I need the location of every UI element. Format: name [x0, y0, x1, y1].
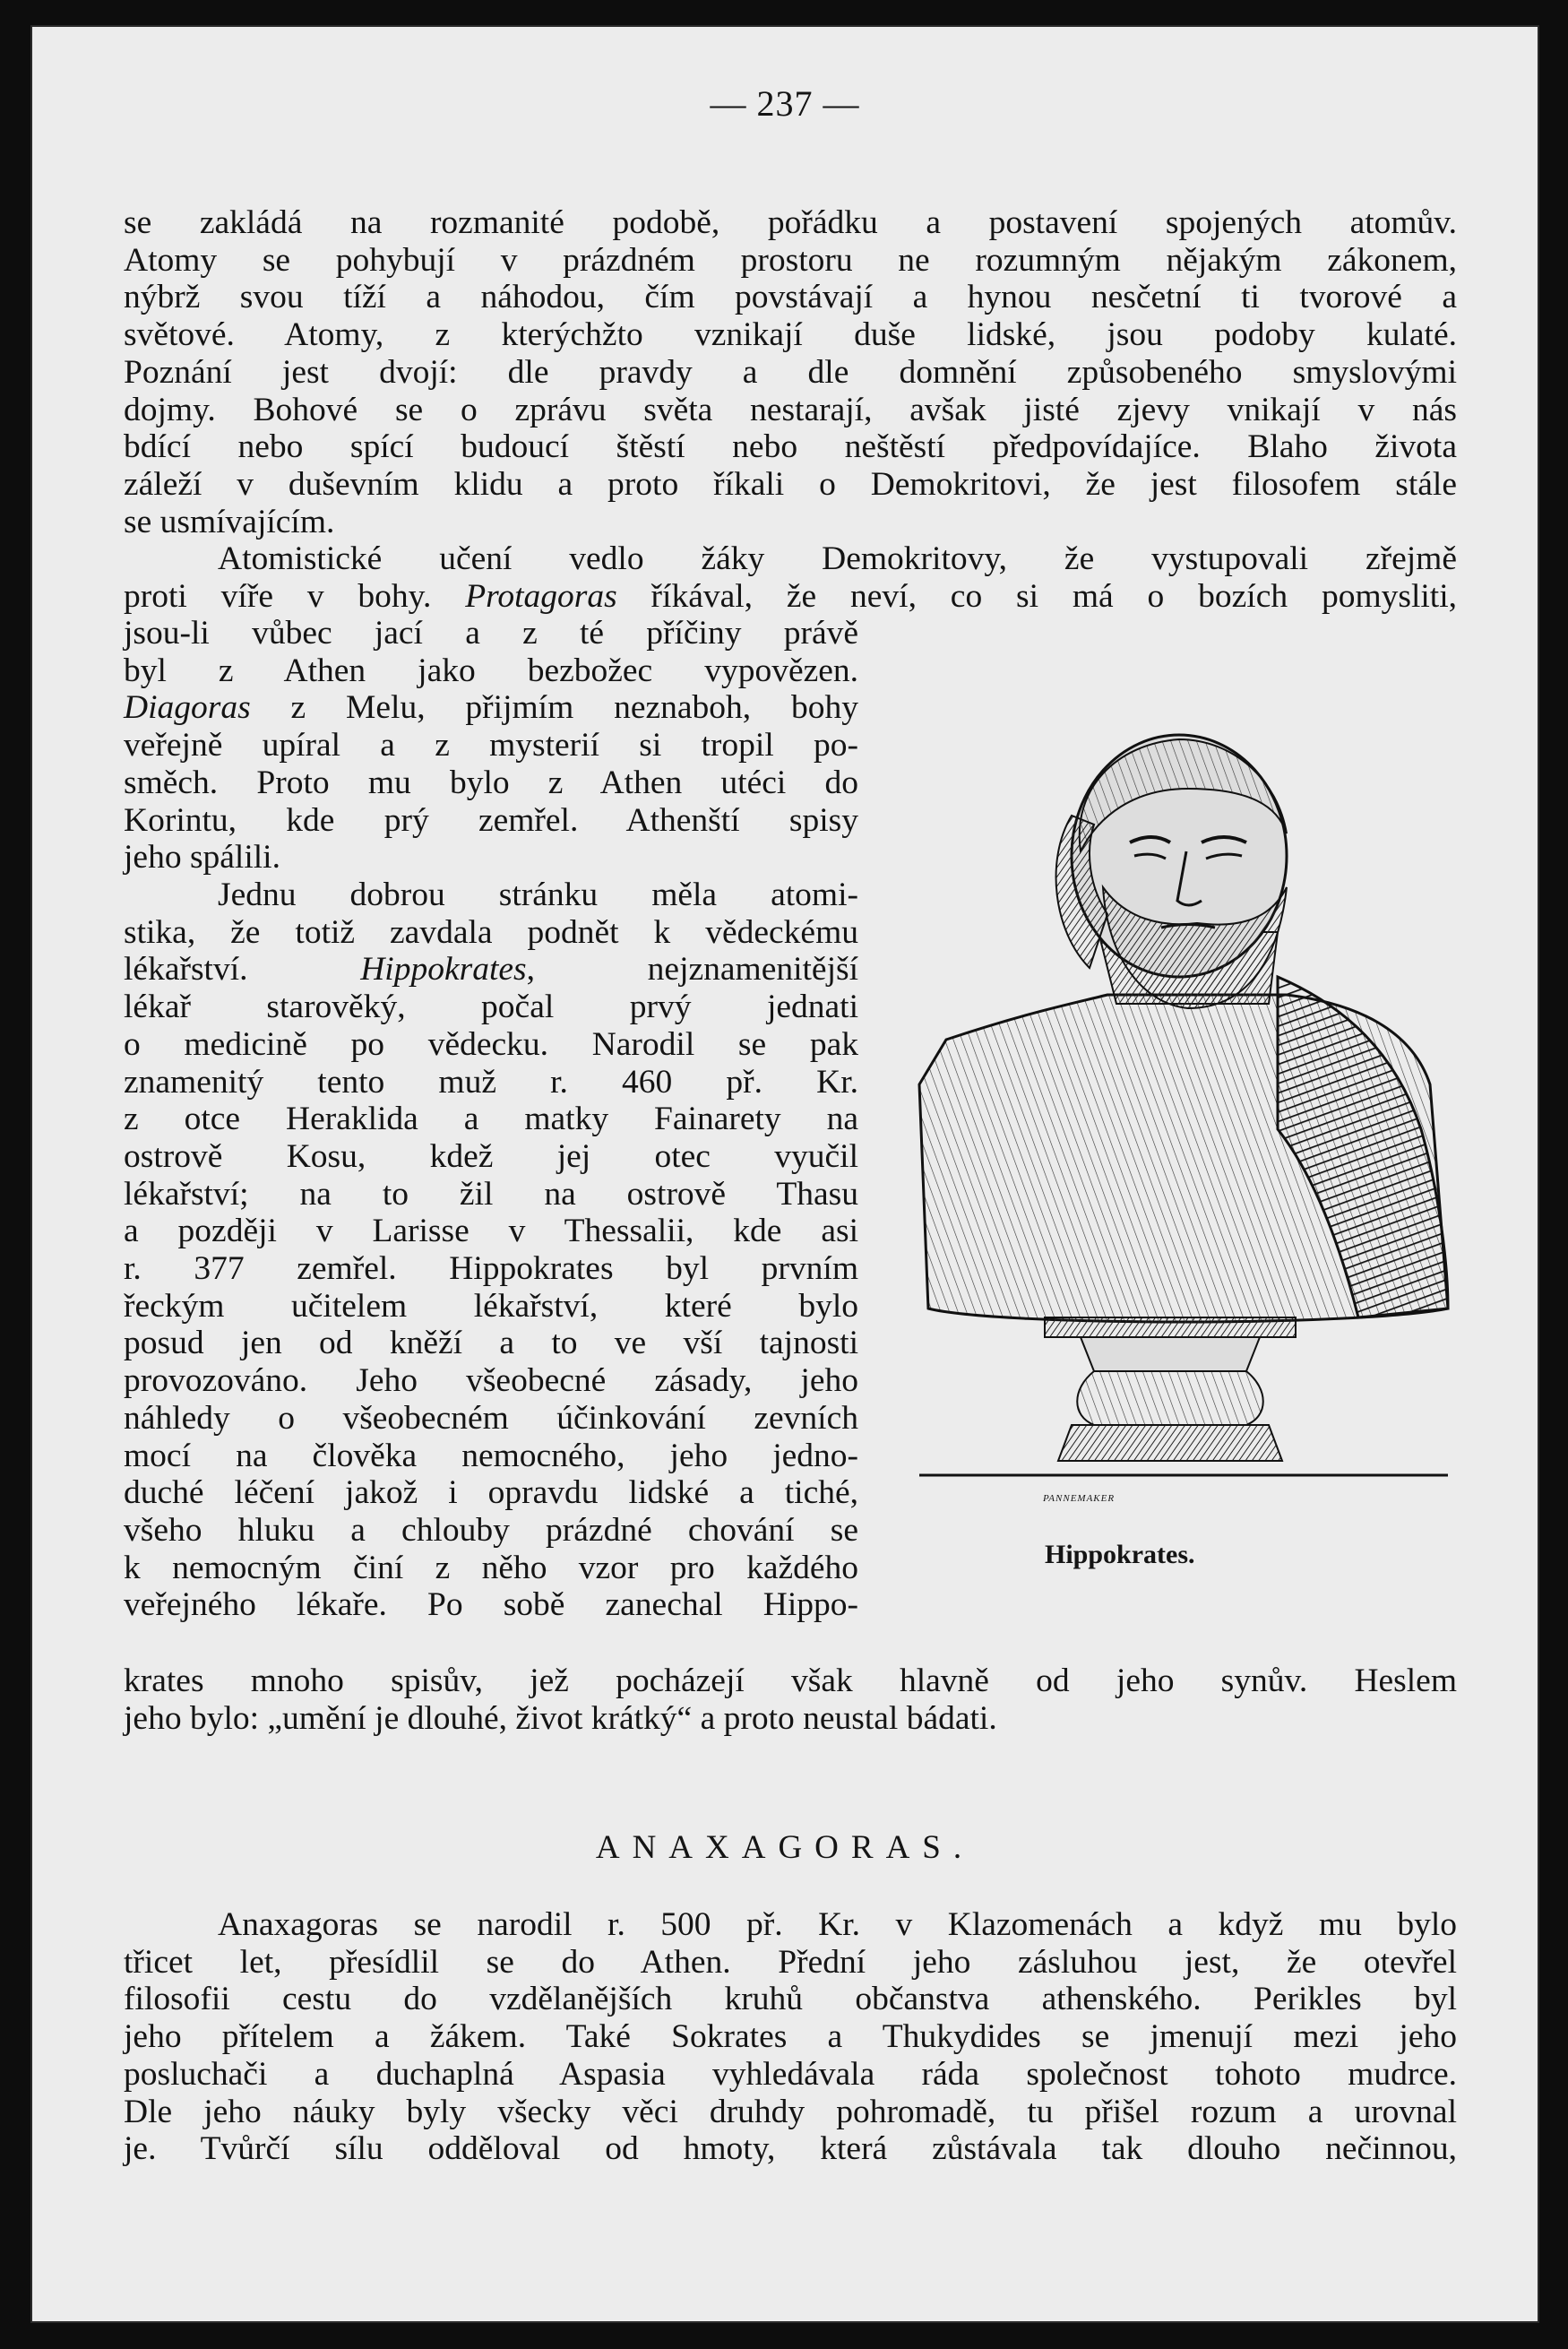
paragraph-atheism-column: [124, 615, 858, 877]
section-heading: ANAXAGORAS.: [595, 1829, 975, 1866]
text-fragment: , nejznamenitější: [526, 951, 858, 989]
text-line: provozováno. Jeho všeobecné zásady, jeho: [124, 1362, 858, 1400]
text-line: stika, že totiž zavdala podnět k vědeckému: [124, 913, 858, 951]
text-line: řeckým učitelem lékařství, které bylo: [124, 1287, 858, 1325]
text-line: veřejného lékaře. Po sobě zanechal Hippo-: [124, 1586, 858, 1624]
text-line: třicet let, přesídlil se do Athen. Přední jeho zásluhou jest, že otevřel: [124, 1943, 1457, 1981]
text-line: [124, 578, 1457, 616]
text-line: duché léčení jakož i opravdu lidské a tiché,: [124, 1474, 858, 1512]
text-line: k nemocným činí z něho vzor pro každého: [124, 1549, 858, 1586]
figure-caption: Hippokrates.: [1045, 1540, 1195, 1569]
text-line: jeho přítelem a žákem. Také Sokrates a Thukydides se jmenují mezi jeho: [124, 2018, 1457, 2056]
name-protagoras: Protagoras: [465, 577, 617, 615]
text-line: [124, 689, 858, 727]
engraver-signature: PANNEMAKER: [1043, 1493, 1116, 1504]
text-line: mocí na člověka nemocného, jeho jedno-: [124, 1437, 858, 1474]
text-fragment: z Melu, přijmím neznaboh, bohy: [290, 689, 858, 727]
text-line: nýbrž svou tíží a náhodou, čím povstávají a hynou nesčetní ti tvorové a: [124, 279, 1457, 316]
text-line: náhledy o všeobecném účinkování zevních: [124, 1399, 858, 1437]
text-line: a později v Larisse v Thessalii, kde asi: [124, 1213, 858, 1250]
text-line: veřejně upíral a z mysterií si tropil po-: [124, 727, 858, 764]
text-line: posluchači a duchaplná Aspasia vyhledávala ráda společnost tohoto mudrce.: [124, 2055, 1457, 2093]
name-diagoras: Diagoras: [124, 689, 251, 727]
text-line: Poznání jest dvojí: dle pravdy a dle domnění způsobeného smyslovými: [124, 353, 1457, 391]
bust-engraving: [892, 708, 1466, 1533]
name-hippokrates: Hippokrates: [360, 951, 527, 989]
paragraph-hippokrates: [124, 877, 858, 1624]
text-line: ostrově Kosu, kdež jej otec vyučil: [124, 1137, 858, 1175]
text-line: bdící nebo spící budoucí štěstí nebo neštěstí předpovídajíce. Blaho života: [124, 428, 1457, 466]
book-page: [32, 27, 1538, 2321]
text-line: lékařství; na to žil na ostrově Thasu: [124, 1175, 858, 1213]
text-line: Jednu dobrou stránku měla atomi-: [218, 877, 858, 913]
text-line: o medicině po vědecku. Narodil se pak: [124, 1025, 858, 1063]
text-line: krates mnoho spisův, jež pocházejí však hlavně od jeho synův. Heslem: [124, 1662, 1457, 1699]
text-line: světové. Atomy, z kterýchžto vznikají duše lidské, jsou podoby kulaté.: [124, 316, 1457, 354]
paragraph-atheism: [124, 540, 1457, 615]
text-line: r. 377 zemřel. Hippokrates byl prvním: [124, 1250, 858, 1288]
text-fragment: říkával, že neví, co si má o bozích pomysliti,: [650, 577, 1458, 615]
text-line: z otce Heraklida a matky Fainarety na: [124, 1101, 858, 1138]
hippokrates-bust-illustration: [892, 708, 1466, 1533]
text-line: jeho spálili.: [124, 839, 280, 877]
text-line: filosofii cestu do vzdělanějších kruhů občanstva athenského. Perikles byl: [124, 1981, 1457, 2018]
paragraph-hippokrates-end: [124, 1662, 1457, 1737]
text-line: Dle jeho náuky byly všecky věci druhdy pohromadě, tu přišel rozum a urovnal: [124, 2093, 1457, 2130]
text-line: [124, 951, 858, 989]
text-line: záleží v duševním klidu a proto říkali o Demokritovi, že jest filosofem stále: [124, 465, 1457, 503]
text-line: lékař starověký, počal prvý jednati: [124, 989, 858, 1026]
text-line: dojmy. Bohové se o zprávu světa nestarají, avšak jisté zjevy vnikají v nás: [124, 391, 1457, 428]
text-line: směch. Proto mu bylo z Athen utéci do: [124, 764, 858, 801]
text-fragment: proti víře v bohy.: [124, 577, 432, 615]
text-line: všeho hluku a chlouby prázdné chování se: [124, 1511, 858, 1549]
page-number: — 237 —: [710, 83, 860, 124]
text-line: jsou-li vůbec jací a z té příčiny právě: [124, 615, 858, 652]
text-line: Atomy se pohybují v prázdném prostoru ne rozumným nějakým zákonem,: [124, 241, 1457, 279]
text-line: se usmívajícím.: [124, 503, 335, 540]
text-line: jeho bylo: „umění je dlouhé, život krátký“ a proto neustal bádati.: [124, 1699, 997, 1737]
paragraph-anaxagoras: [124, 1906, 1457, 2168]
text-line: byl z Athen jako bezbožec vypovězen.: [124, 652, 858, 689]
text-line: posud jen od kněží a to ve vší tajnosti: [124, 1325, 858, 1362]
text-fragment: lékařství.: [124, 951, 248, 989]
text-line: se zakládá na rozmanité podobě, pořádku a postavení spojených atomův.: [124, 204, 1457, 241]
text-line: Anaxagoras se narodil r. 500 př. Kr. v Klazomenách a když mu bylo: [218, 1906, 1457, 1943]
paragraph-atoms: [124, 204, 1457, 540]
text-line: je. Tvůrčí sílu odděloval od hmoty, která zůstávala tak dlouho nečinnou,: [124, 2130, 1457, 2168]
text-line: Atomistické učení vedlo žáky Demokritovy, že vystupovali zřejmě: [218, 540, 1457, 577]
text-line: Korintu, kde prý zemřel. Athenští spisy: [124, 801, 858, 839]
text-line: znamenitý tento muž r. 460 př. Kr.: [124, 1063, 858, 1101]
